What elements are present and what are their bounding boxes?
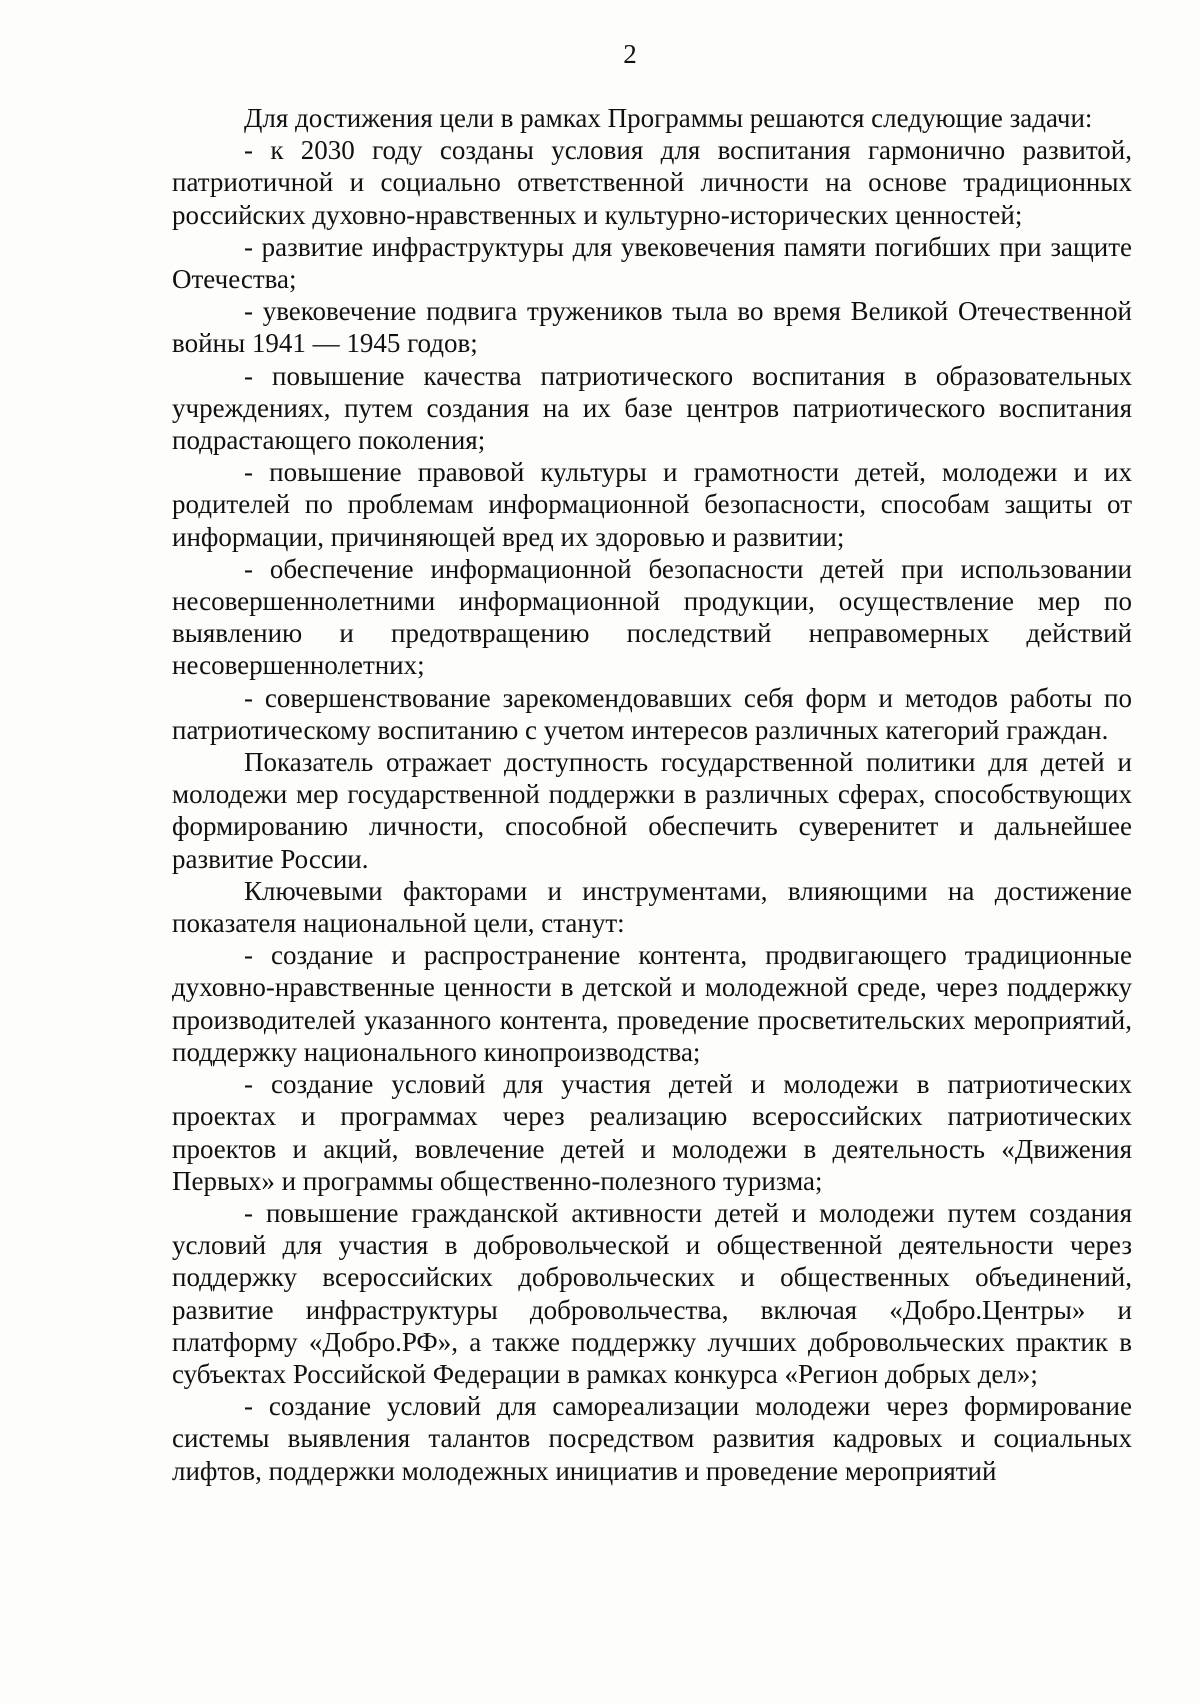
list-item-task: - повышение качества патриотического воспитания в образовательных учреждениях, путем создания на их базе центров патриотического воспитания подрастающего поколения; [172, 360, 1132, 456]
list-item-task: - развитие инфраструктуры для увековечения памяти погибших при защите Отечества; [172, 231, 1132, 295]
document-body [172, 102, 1132, 1487]
list-item-factor: - создание и распространение контента, продвигающего традиционные духовно-нравственные ценности в детской и молодежной среде, через поддержку производителей указанного контента, проведение просветительских мероприятий, поддержку национального кинопроизводства; [172, 940, 1132, 1067]
list-item-task: - повышение правовой культуры и грамотности детей, молодежи и их родителей по проблемам информационной безопасности, способам защиты от информации, причиняющей вред их здоровью и развитии; [172, 457, 1132, 552]
list-item-task: - увековечение подвига тружеников тыла во время Великой Отечественной войны 1941 — 1945 годов; [172, 296, 1132, 359]
list-item-task: - к 2030 году созданы условия для воспитания гармонично развитой, патриотичной и социально ответственной личности на основе традиционных российских духовно-нравственных и культурно-исторических ценностей; [172, 135, 1132, 230]
list-item-factor: - создание условий для участия детей и молодежи в патриотических проектах и программах через реализацию всероссийских патриотических проектов и акций, вовлечение детей и молодежи в деятельность «Движения Первых» и программы общественно-полезного туризма; [172, 1069, 1132, 1196]
paragraph-indicator: Показатель отражает доступность государственной политики для детей и молодежи мер государственной поддержки в различных сферах, способствующих формированию личности, способной обеспечить суверенитет и дальнейшее развитие России. [172, 747, 1132, 874]
paragraph-intro: Для достижения цели в рамках Программы решаются следующие задачи: [244, 103, 1093, 133]
list-item-factor: - создание условий для самореализации молодежи через формирование системы выявления талантов посредством развития кадровых и социальных лифтов, поддержки молодежных инициатив и проведение мероприятий [172, 1391, 1132, 1486]
list-item-factor: - повышение гражданской активности детей и молодежи путем создания условий для участия в добровольческой и общественной деятельности через поддержку всероссийских добровольческих и общественных объединений, развитие инфраструктуры добровольчества, включая «Добро.Центры» и платформу «Добро.РФ», а также поддержку лучших добровольческих практик в субъектах Российской Федерации в рамках конкурса «Регион добрых дел»; [172, 1197, 1132, 1389]
list-item-task: - совершенствование зарекомендовавших себя форм и методов работы по патриотическому воспитанию с учетом интересов различных категорий граждан. [172, 682, 1132, 745]
paragraph-key-factors: Ключевыми факторами и инструментами, влияющими на достижение показателя национальной цели, станут: [172, 875, 1132, 939]
list-item-task: - обеспечение информационной безопасности детей при использовании несовершеннолетними информационной продукции, осуществление мер по выявлению и предотвращению последствий неправомерных действий несовершеннолетних; [172, 553, 1132, 681]
page-number: 2 [623, 39, 637, 69]
